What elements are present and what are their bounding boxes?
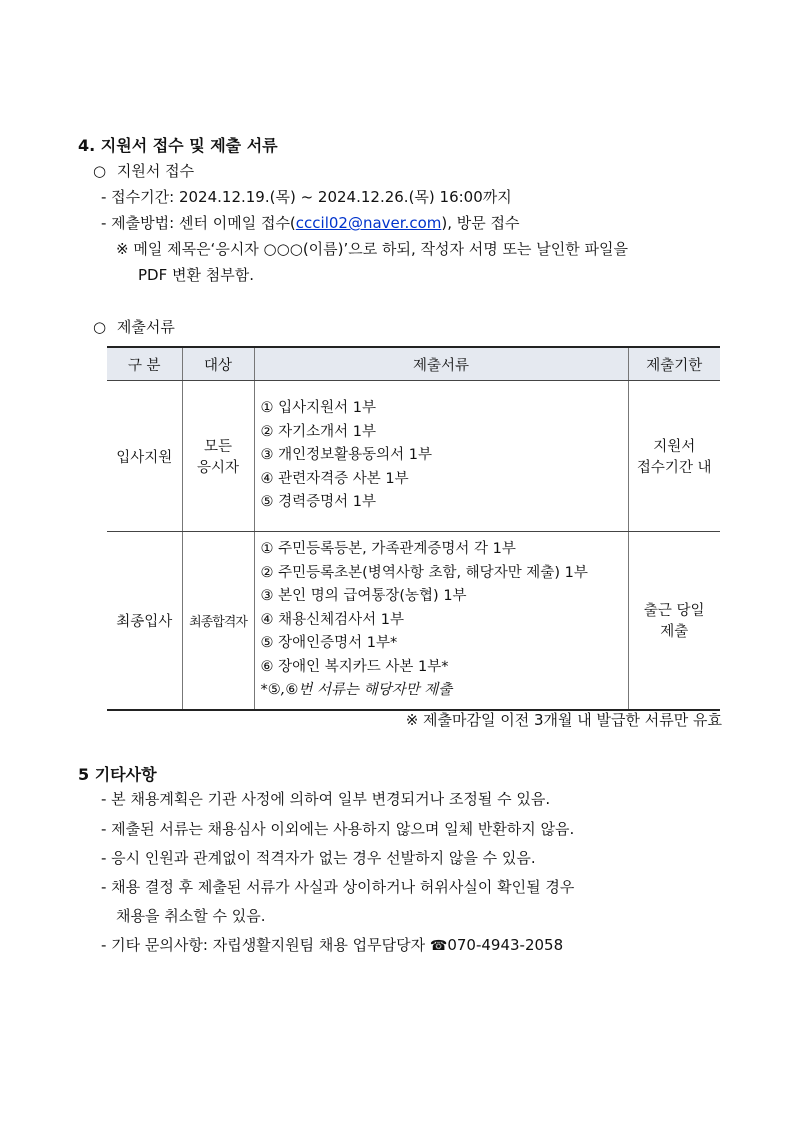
mail-note-line2: PDF 변환 첨부함. xyxy=(138,266,254,284)
misc-item: - 본 채용계획은 기관 사정에 의하여 일부 변경되거나 조정될 수 있음. xyxy=(101,790,551,808)
document-note: *⑤,⑥번 서류는 해당자만 제출 xyxy=(260,682,453,698)
deadline-line: 지원서 xyxy=(653,439,696,455)
reception-label: 지원서 접수 xyxy=(116,162,195,180)
header-deadline: 제출기한 xyxy=(628,347,720,381)
contact-line xyxy=(101,934,563,955)
document-item: ① 주민등록등본, 가족관계증명서 각 1부 xyxy=(260,541,516,557)
circle-bullet-icon: ○ xyxy=(93,162,107,180)
documents-table xyxy=(107,346,720,711)
target-line: 모든 xyxy=(203,439,232,455)
misc-item: - 제출된 서류는 채용심사 이외에는 사용하지 않으며 일체 반환하지 않음. xyxy=(101,820,575,838)
documents-footnote: ※ 제출마감일 이전 3개월 내 발급한 서류만 유효 xyxy=(405,711,722,729)
method-prefix: - 제출방법: 센터 이메일 접수( xyxy=(101,214,296,232)
documents-label: 제출서류 xyxy=(116,318,175,336)
row-deadline xyxy=(628,532,720,710)
reception-heading xyxy=(93,160,194,181)
deadline-line: 출근 당일 xyxy=(643,603,705,620)
document-item: ② 주민등록초본(병역사항 초함, 해당자만 제출) 1부 xyxy=(260,564,588,581)
deadline-line: 제출 xyxy=(660,624,689,641)
document-item: ④ 채용신체검사서 1부 xyxy=(260,611,404,628)
section4-title: 4. 지원서 접수 및 제출 서류 xyxy=(78,136,278,155)
email-link[interactable]: cccil02@naver.com xyxy=(295,214,442,232)
document-item: ② 자기소개서 1부 xyxy=(260,423,376,440)
reception-period: - 접수기간: 2024.12.19.(목) ~ 2024.12.26.(목) 16:00까지 xyxy=(101,188,512,206)
row-target xyxy=(182,381,254,532)
document-item: ⑤ 장애인증명서 1부* xyxy=(260,635,398,651)
header-target: 대상 xyxy=(182,347,254,381)
mail-note-line1: ※ 메일 제목은‘응시자 ○○○(이름)’으로 하되, 작성자 서명 또는 날인한 파일을 xyxy=(116,240,628,258)
document-item: ⑤ 경력증명서 1부 xyxy=(260,494,376,511)
row-documents xyxy=(254,381,628,532)
row-documents xyxy=(254,532,628,710)
header-documents: 제출서류 xyxy=(254,347,628,381)
section5-title: 5 기타사항 xyxy=(78,765,157,784)
row-category: 입사지원 xyxy=(107,381,182,532)
contact-prefix: - 기타 문의사항: 자립생활지원팀 채용 업무담당자 xyxy=(101,936,430,954)
row-deadline xyxy=(628,381,720,532)
document-item: ① 입사지원서 1부 xyxy=(260,400,376,417)
target-line: 응시자 xyxy=(196,460,240,476)
document-item: ⑥ 장애인 복지카드 사본 1부* xyxy=(260,658,449,675)
table-row xyxy=(107,532,720,710)
method-suffix: ), 방문 접수 xyxy=(441,214,520,232)
circle-bullet-icon: ○ xyxy=(93,318,107,336)
phone-icon: ☎ xyxy=(429,938,448,954)
document-item: ③ 본인 명의 급여통장(농협) 1부 xyxy=(260,588,467,604)
phone-number: 070-4943-2058 xyxy=(447,936,564,954)
row-category: 최종입사 xyxy=(107,532,182,710)
misc-item: - 응시 인원과 관계없이 적격자가 없는 경우 선발하지 않을 수 있음. xyxy=(101,849,536,867)
reception-method xyxy=(101,212,519,233)
row-target: 최종합격자 xyxy=(182,532,254,710)
misc-item-continuation: 채용을 취소할 수 있음. xyxy=(116,907,266,925)
document-item: ③ 개인정보활용동의서 1부 xyxy=(260,447,433,464)
misc-item: - 채용 결정 후 제출된 서류가 사실과 상이하거나 허위사실이 확인될 경우 xyxy=(101,878,575,896)
documents-heading xyxy=(93,316,175,337)
table-row xyxy=(107,381,720,532)
table-header-row xyxy=(107,347,720,381)
document-item: ④ 관련자격증 사본 1부 xyxy=(260,470,409,487)
deadline-line: 접수기간 내 xyxy=(636,460,712,476)
header-category: 구 분 xyxy=(107,347,182,381)
